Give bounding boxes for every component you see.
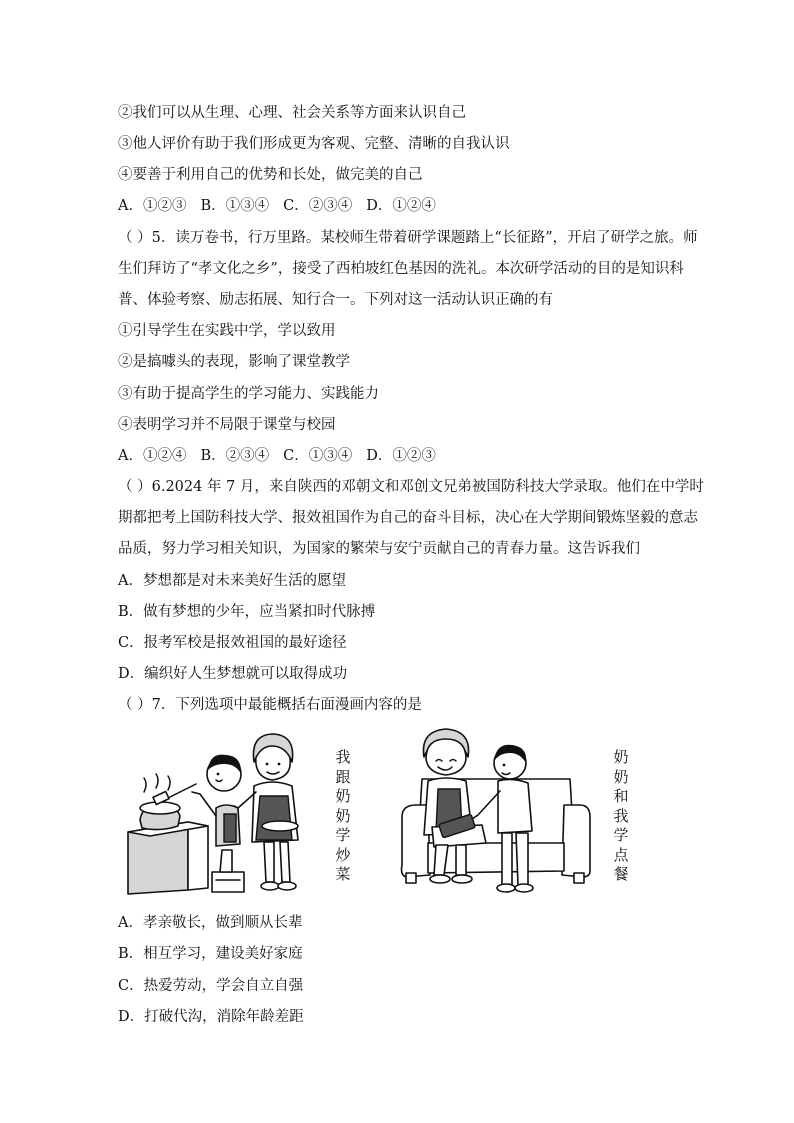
q5-stem-line-3: 普、体验考察、励志拓展、知行合一。下列对这一活动认识正确的有 [118, 292, 553, 308]
q6-stem-line-3: 品质，努力学习相关知识，为国家的繁荣与安宁贡献自己的青春力量。这告诉我们 [118, 541, 640, 557]
q4-option-c: C．②③④ [283, 198, 353, 214]
q4-option-a: A．①②③ [118, 198, 187, 214]
comic-ordering-illustration [394, 725, 604, 897]
q6-option-d: D．编织好人生梦想就可以取得成功 [118, 666, 348, 682]
q4-statement-2: ②我们可以从生理、心理、社会关系等方面来认识自己 [118, 105, 466, 121]
q4-option-b: B．①③④ [200, 198, 270, 214]
q7-option-c: C．热爱劳动，学会自立自强 [118, 978, 304, 994]
q6-option-c: C．报考军校是报效祖国的最好途径 [118, 635, 347, 651]
q7-option-a: A．孝亲敬长，做到顺从长辈 [118, 915, 303, 931]
q7-option-b: B．相互学习，建设美好家庭 [118, 946, 303, 962]
q6-option-a: A．梦想都是对未来美好生活的愿望 [118, 573, 346, 589]
comic-caption-left: 我 跟 奶 奶 学 炒 菜 [335, 748, 351, 883]
q5-option-a: A．①②④ [118, 448, 187, 464]
q5-stem-line-1: （ ）5．读万卷书，行万里路。某校师生带着研学课题踏上“长征路”，开启了研学之旅。师 [118, 230, 698, 246]
q5-option-d: D．①②③ [366, 448, 436, 464]
q7-option-d: D．打破代沟，消除年龄差距 [118, 1009, 304, 1025]
q4-option-d: D．①②④ [366, 198, 436, 214]
q7-stem: （ ）7．下列选项中最能概括右面漫画内容的是 [118, 697, 422, 713]
q5-option-c: C．①③④ [283, 448, 353, 464]
comic-cooking-illustration [120, 722, 330, 897]
q5-options [118, 446, 450, 466]
q5-statement-3: ③有助于提高学生的学习能力、实践能力 [118, 386, 379, 402]
comic-caption-right: 奶 奶 和 我 学 点 餐 [613, 748, 629, 883]
q5-statement-4: ④表明学习并不局限于课堂与校园 [118, 417, 336, 433]
q6-option-b: B．做有梦想的少年，应当紧扣时代脉搏 [118, 604, 376, 620]
q4-statement-3: ③他人评价有助于我们形成更为客观、完整、清晰的自我认识 [118, 136, 510, 152]
q5-statement-2: ②是搞噱头的表现，影响了课堂教学 [118, 354, 350, 370]
q4-options [118, 196, 450, 216]
q6-stem-line-1: （ ）6.2024 年 7 月，来自陕西的邓朝文和邓创文兄弟被国防科技大学录取。他们在中学时 [118, 479, 704, 495]
q6-stem-line-2: 期都把考上国防科技大学、报效祖国作为自己的奋斗目标，决心在大学期间锻炼坚毅的意志 [118, 510, 698, 526]
q4-statement-4: ④要善于利用自己的优势和长处，做完美的自己 [118, 167, 423, 183]
q5-option-b: B．②③④ [200, 448, 270, 464]
q5-statement-1: ①引导学生在实践中学，学以致用 [118, 323, 336, 339]
q5-stem-line-2: 生们拜访了“孝文化之乡”，接受了西柏坡红色基因的洗礼。本次研学活动的目的是知识科 [118, 261, 684, 277]
